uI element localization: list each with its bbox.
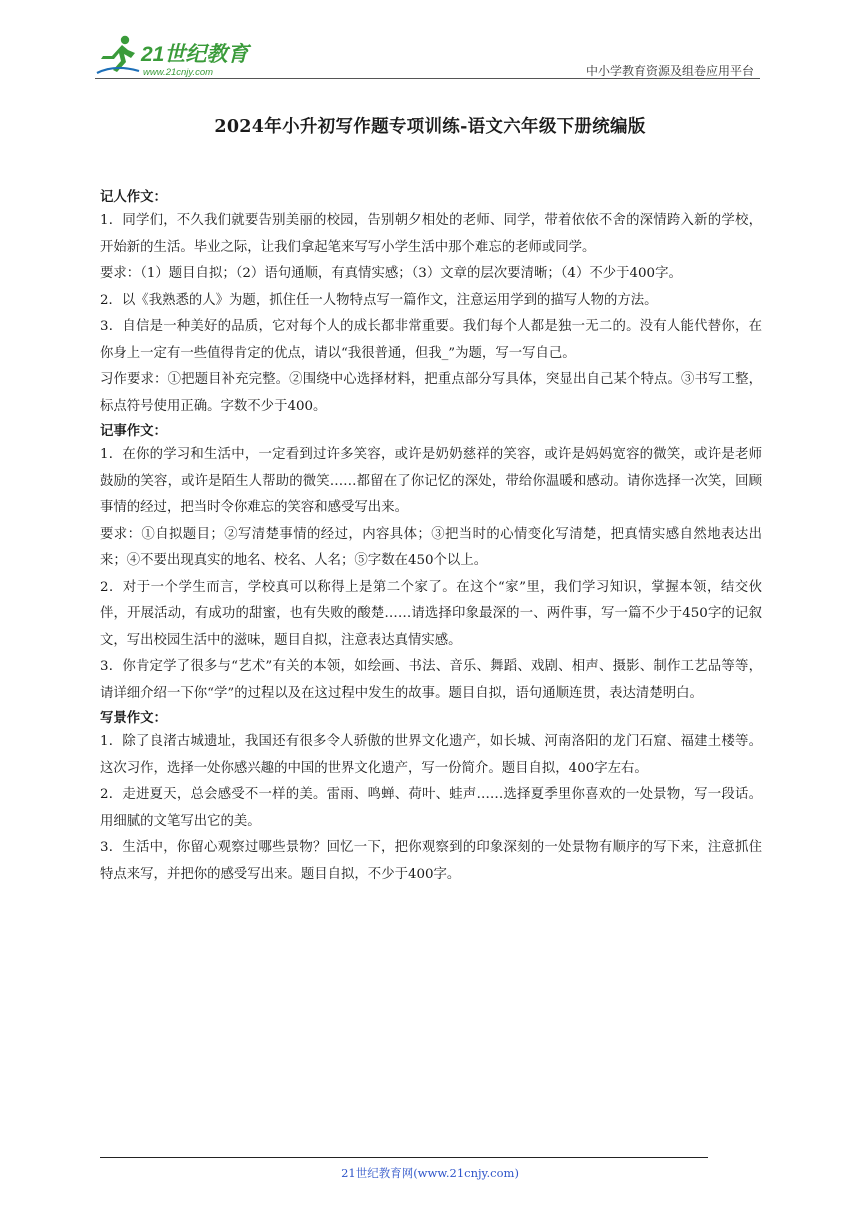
document-body xyxy=(100,186,762,888)
paragraph: 要求：①自拟题目；②写清楚事情的经过，内容具体；③把当时的心情变化写清楚，把真情实感自然地表达出来；④不要出现真实的地名、校名、人名；⑤字数在450个以上。 xyxy=(100,526,762,568)
section-heading: 记人作文： xyxy=(100,189,167,205)
logo xyxy=(95,34,265,78)
running-figure-icon xyxy=(97,36,139,73)
paragraph: 1．在你的学习和生活中，一定看到过许多笑容，或许是奶奶慈祥的笑容，或许是妈妈宽容的微笑，或许是老师鼓励的笑容，或许是陌生人帮助的微笑……都留在了你记忆的深处，带给你温暖和感动。请你选择一次笑，回顾事情的经过，把当时令你难忘的笑容和感受写出来。 xyxy=(100,447,762,515)
section-heading: 记事作文： xyxy=(100,423,167,439)
paragraph: 1．同学们，不久我们就要告别美丽的校园，告别朝夕相处的老师、同学，带着依依不舍的深情跨入新的学校，开始新的生活。毕业之际，让我们拿起笔来写写小学生活中那个难忘的老师或同学。 xyxy=(100,213,762,255)
paragraph: 2．对于一个学生而言，学校真可以称得上是第二个家了。在这个“家”里，我们学习知识，掌握本领，结交伙伴，开展活动，有成功的甜蜜，也有失败的酸楚……请选择印象最深的一、两件事，写一篇不少于450字的记叙文，写出校园生活中的滋味，题目自拟，注意表达真情实感。 xyxy=(100,579,762,648)
page-header xyxy=(95,34,760,80)
paragraph: 3．自信是一种美好的品质，它对每个人的成长都非常重要。我们每个人都是独一无二的。没有人能代替你，在你身上一定有一些值得肯定的优点，请以“我很普通，但我_”为题，写一写自己。 xyxy=(100,319,762,361)
paragraph: 要求：（1）题目自拟；（2）语句通顺，有真情实感；（3）文章的层次要清晰；（4）不少于400字。 xyxy=(100,266,682,281)
paragraph: 2．以《我熟悉的人》为题，抓住任一人物特点写一篇作文，注意运用学到的描写人物的方法。 xyxy=(100,292,658,308)
section-scenery xyxy=(100,707,762,888)
footer-divider xyxy=(100,1157,708,1158)
section-event xyxy=(100,420,762,707)
section-heading: 写景作文： xyxy=(100,710,167,726)
paragraph: 习作要求：①把题目补充完整。②围绕中心选择材料，把重点部分写具体，突显出自己某个特点。③书写工整，标点符号使用正确。字数不少于400。 xyxy=(100,372,762,414)
platform-name: 中小学教育资源及组卷应用平台 xyxy=(585,64,754,78)
document-title: 2024年小升初写作题专项训练-语文六年级下册统编版 xyxy=(214,117,646,137)
paragraph: 2．走进夏天，总会感受不一样的美。雷雨、鸣蝉、荷叶、蛙声……选择夏季里你喜欢的一处景物，写一段话。用细腻的文笔写出它的美。 xyxy=(100,787,762,829)
logo-text: 21世纪教育 xyxy=(141,43,249,66)
footer-link[interactable]: 21世纪教育网(www.21cnjy.com) xyxy=(341,1166,519,1180)
paragraph: 1．除了良渚古城遗址，我国还有很多令人骄傲的世界文化遗产，如长城、河南洛阳的龙门石窟、福建土楼等。这次习作，选择一处你感兴趣的中国的世界文化遗产，写一份简介。题目自拟，400字左右。 xyxy=(100,734,762,776)
paragraph: 3．你肯定学了很多与“艺术”有关的本领，如绘画、书法、音乐、舞蹈、戏剧、相声、摄影、制作工艺品等等，请详细介绍一下你“学”的过程以及在这过程中发生的故事。题目自拟，语句通顺连贯，表达清楚明白。 xyxy=(100,659,762,701)
paragraph: 3．生活中，你留心观察过哪些景物？回忆一下，把你观察到的印象深刻的一处景物有顺序的写下来，注意抓住特点来写，并把你的感受写出来。题目自拟，不少于400字。 xyxy=(100,840,762,882)
header-divider xyxy=(95,78,760,79)
logo-url: www.21cnjy.com xyxy=(143,67,214,78)
section-person xyxy=(100,186,762,420)
